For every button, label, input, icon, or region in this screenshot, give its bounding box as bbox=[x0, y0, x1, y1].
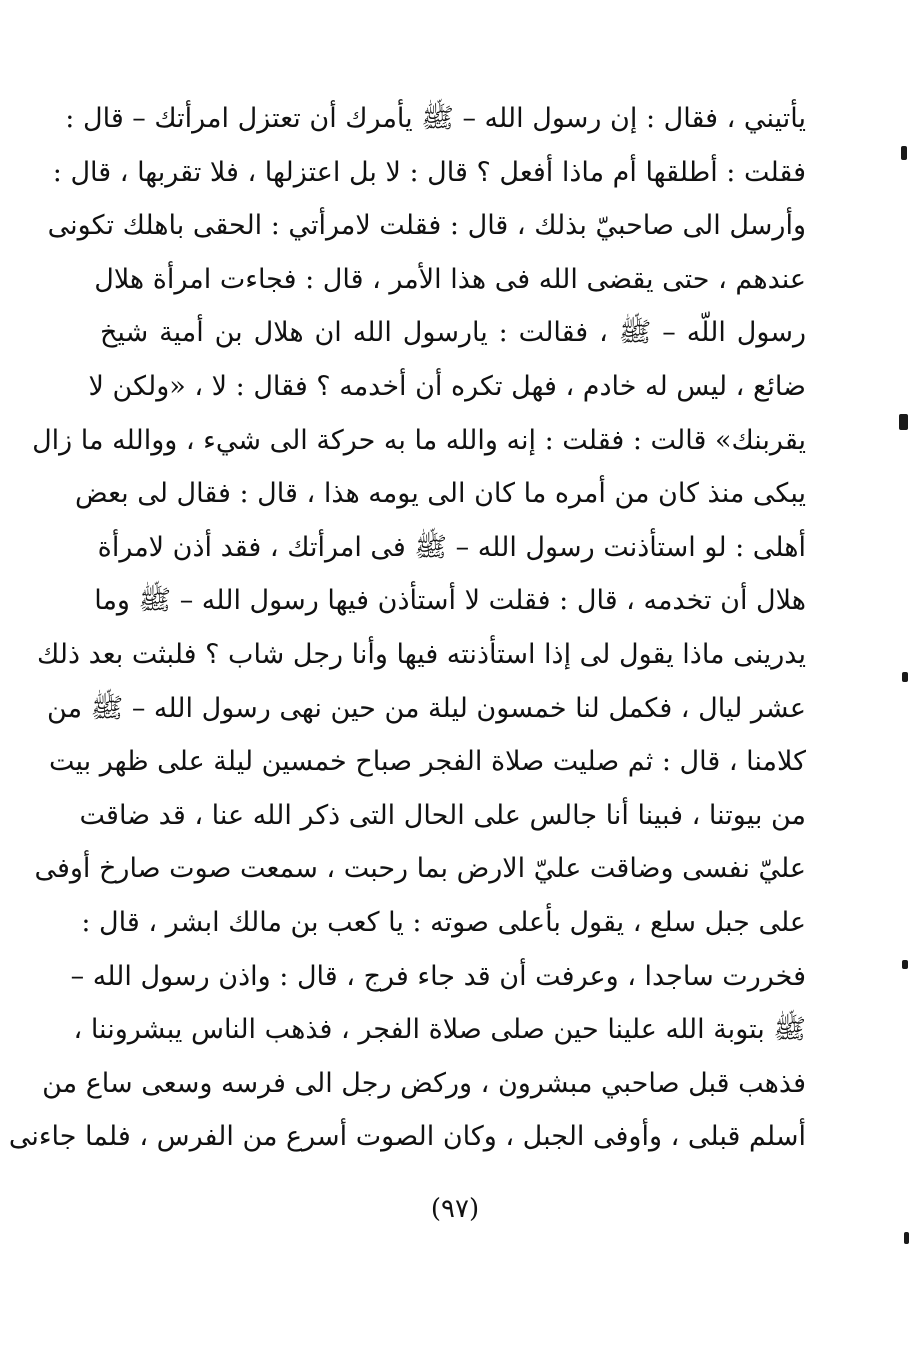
text-line-11: يدرينى ماذا يقول لى إذا استأذنته فيها وأنا رجل شاب ؟ فلبثت بعد ذلك bbox=[37, 638, 806, 670]
text-line-16: على جبل سلع ، يقول بأعلى صوته : يا كعب بن مالك ابشر ، قال : bbox=[81, 906, 806, 938]
text-line-8: يبكى منذ كان من أمره ما كان الى يومه هذا ، قال : فقال لى بعض bbox=[75, 478, 806, 510]
text-line-9: أهلى : لو استأذنت رسول الله – ﷺ فى امرأتك ، فقد أذن لامرأة bbox=[97, 531, 806, 563]
text-line-20: أسلم قبلى ، وأوفى الجبل ، وكان الصوت أسرع من الفرس ، فلما جاءنى bbox=[8, 1121, 806, 1153]
text-line-1: يأتيني ، فقال : إن رسول الله – ﷺ يأمرك أن تعتزل امرأتك – قال : bbox=[65, 103, 806, 134]
text-line-19: فذهب قبل صاحبي مبشرون ، وركض رجل الى فرسه وسعى ساع من bbox=[42, 1067, 806, 1099]
text-line-15: عليّ نفسى وضاقت عليّ الارض بما رحبت ، سمعت صوت صارخ أوفى bbox=[34, 853, 806, 885]
text-line-13: كلامنا ، قال : ثم صليت صلاة الفجر صباح خمسين ليلة على ظهر بيت bbox=[48, 746, 806, 778]
text-line-5: رسول اللّه – ﷺ ، فقالت : يارسول الله ان هلال بن أمية شيخ bbox=[100, 317, 806, 349]
text-line-14: من بيوتنا ، فبينا أنا جالس على الحال التى ذكر الله عنا ، قد ضاقت bbox=[79, 799, 806, 831]
text-line-18: ﷺ بتوبة الله علينا حين صلى صلاة الفجر ، فذهب الناس يبشروننا ، bbox=[73, 1014, 806, 1046]
text-line-3: وأرسل الى صاحبيّ بذلك ، قال : فقلت لامرأتي : الحقى باهلك تكونى bbox=[47, 210, 806, 242]
scan-mark-2 bbox=[899, 414, 908, 430]
scan-mark-3 bbox=[902, 672, 908, 682]
body-text bbox=[8, 92, 806, 1164]
text-line-17: فخررت ساجدا ، وعرفت أن قد جاء فرج ، قال : واذن رسول الله – bbox=[70, 960, 806, 992]
text-line-6: ضائع ، ليس له خادم ، فهل تكره أن أخدمه ؟ فقال : لا ، «ولكن لا bbox=[88, 370, 806, 402]
scan-mark-5 bbox=[904, 1232, 909, 1244]
scan-mark-4 bbox=[902, 960, 908, 969]
text-line-10: هلال أن تخدمه ، قال : فقلت لا أستأذن فيها رسول الله – ﷺ وما bbox=[94, 585, 806, 617]
page-number: (٩٧) bbox=[430, 1194, 480, 1224]
text-line-2: فقلت : أطلقها أم ماذا أفعل ؟ قال : لا بل اعتزلها ، فلا تقربها ، قال : bbox=[52, 156, 806, 188]
text-line-7: يقربنك» قالت : فقلت : إنه والله ما به حركة الى شيء ، ووالله ما زال bbox=[32, 424, 806, 456]
scan-mark-1 bbox=[901, 146, 907, 160]
text-line-12: عشر ليال ، فكمل لنا خمسون ليلة من حين نهى رسول الله – ﷺ من bbox=[47, 692, 806, 724]
text-line-4: عندهم ، حتى يقضى الله فى هذا الأمر ، قال : فجاءت امرأة هلال bbox=[94, 263, 806, 295]
